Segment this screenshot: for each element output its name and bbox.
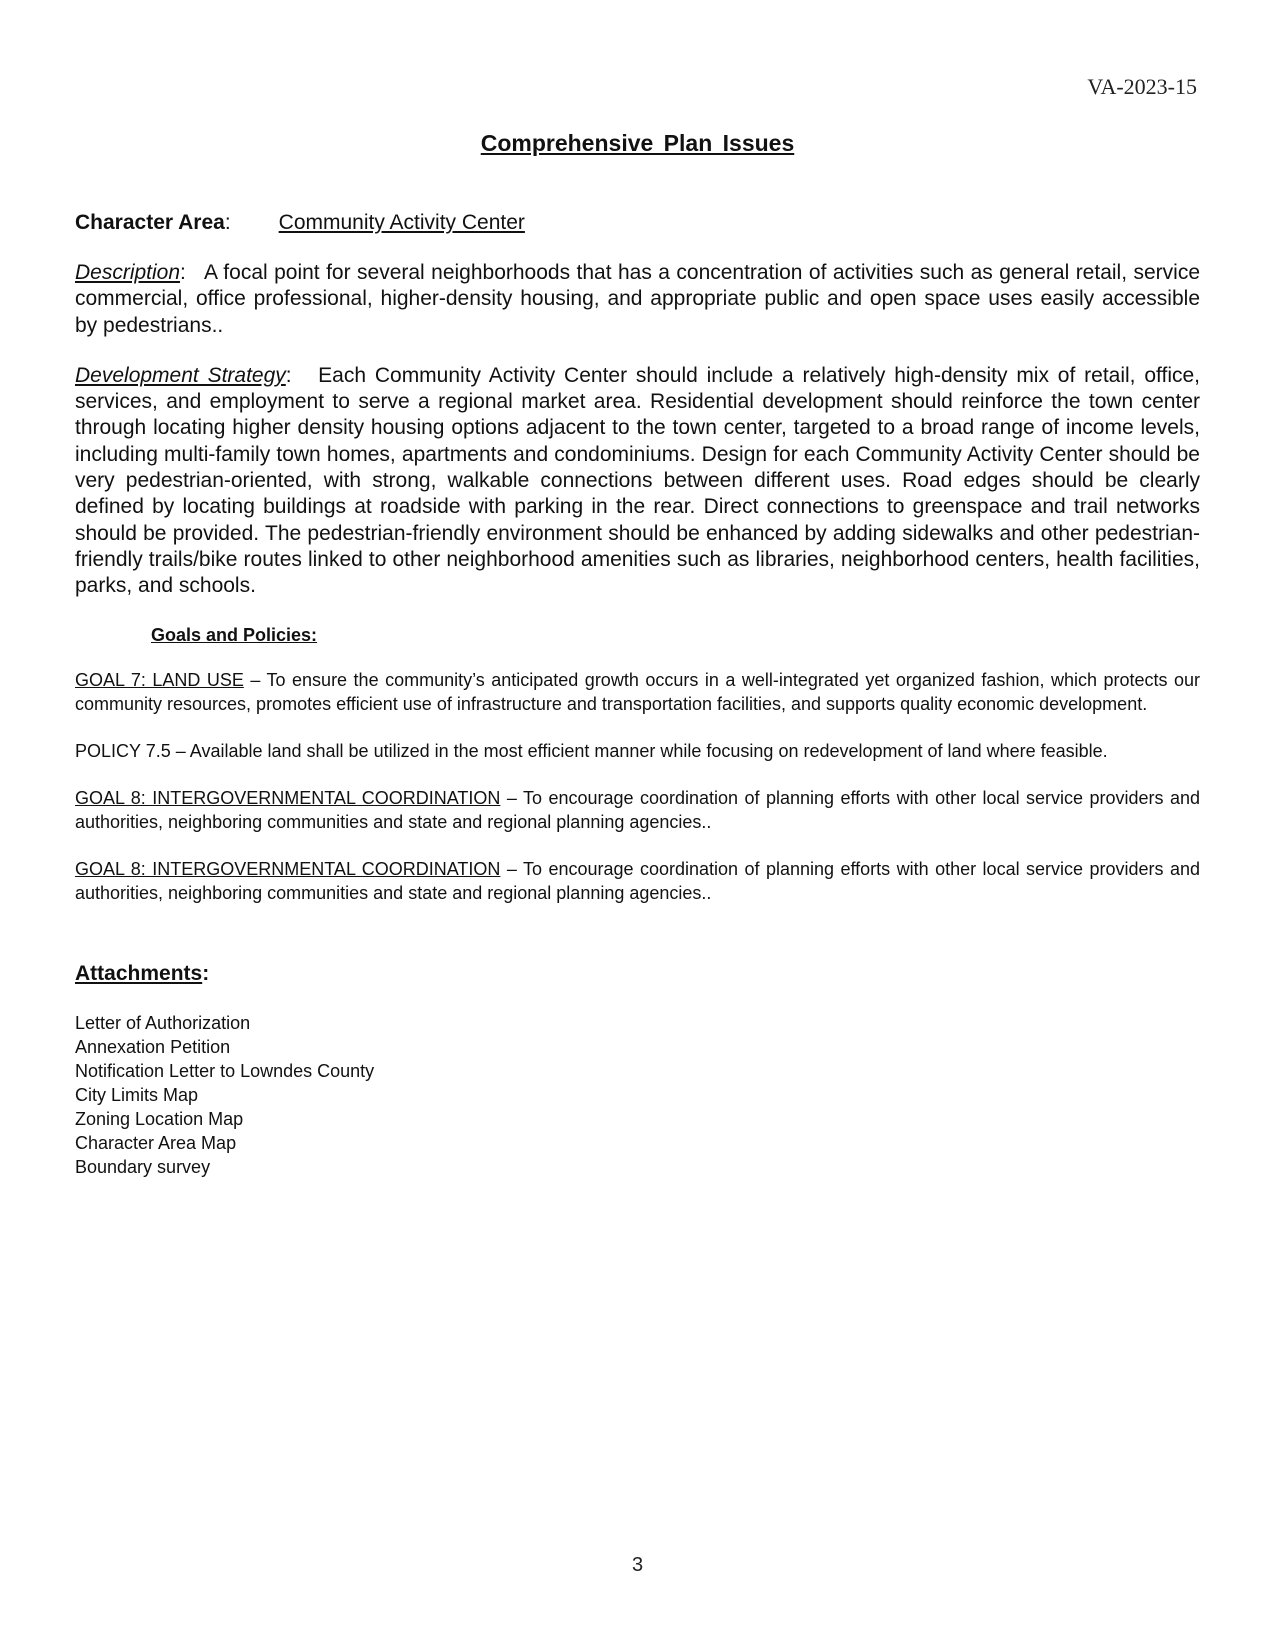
policy-title: POLICY 7.5 bbox=[75, 740, 171, 761]
goal-text: To encourage coordination of planning efforts with other local service providers and authorities, neighboring communities and state and regional planning agencies.. bbox=[75, 787, 1201, 832]
document-body bbox=[75, 210, 1200, 1179]
character-area-label: Character Area bbox=[75, 211, 225, 234]
goal-title: GOAL 7: LAND USE bbox=[75, 669, 244, 690]
list-item: Character Area Map bbox=[75, 1132, 237, 1153]
development-strategy-text: Each Community Activity Center should include a relatively high-density mix of retail, office, services, and employment to serve a regional market area. Residential development should reinforce the town center through locating higher density housing options adjacent to the town center, targeted to a broad range of income levels, including multi-family town homes, apartments and condominiums. Design for each Community Activity Center should be very pedestrian-oriented, with strong, walkable connections between different uses. Road edges should be clearly defined by locating buildings at roadside with parking in the rear. Direct connections to greenspace and trail networks should be provided. The pedestrian-friendly environment should be enhanced by adding sidewalks and other pedestrian-friendly trails/bike routes linked to other neighborhood amenities such as libraries, neighborhood centers, health facilities, parks, and schools. bbox=[75, 363, 1200, 598]
page-title: Comprehensive Plan Issues bbox=[480, 130, 795, 156]
description-text: A focal point for several neighborhoods that has a concentration of activities such as general retail, service commercial, office professional, higher-density housing, and appropriate public and open space uses easily accessible by pedestrians.. bbox=[75, 261, 1200, 337]
goals-heading: Goals and Policies: bbox=[151, 624, 318, 645]
policy-text: Available land shall be utilized in the most efficient manner while focusing on redevelopment of land where feasible. bbox=[189, 740, 1108, 761]
policy-paragraph: POLICY 7.5 – Available land shall be utilized in the most efficient manner while focusing on redevelopment of land where feasible. bbox=[75, 740, 1108, 761]
goal-paragraph: GOAL 7: LAND USE – To ensure the community’s anticipated growth occurs in a well-integrated yet organized fashion, which protects our community resources, promotes efficient use of infrastructure and transportation facilities, and supports quality economic development. bbox=[75, 669, 1200, 714]
attachments-heading: Attachments: bbox=[75, 961, 210, 985]
goal-paragraph: GOAL 8: INTERGOVERNMENTAL COORDINATION – To encourage coordination of planning efforts with other local service providers and authorities, neighboring communities and state and regional planning agencies.. bbox=[75, 787, 1201, 832]
attachments-heading-text: Attachments bbox=[75, 961, 203, 985]
list-item: Letter of Authorization bbox=[75, 1012, 251, 1033]
list-item: City Limits Map bbox=[75, 1084, 199, 1105]
development-strategy-paragraph: Development Strategy: Each Community Activity Center should include a relatively high-density mix of retail, office, services, and employment to serve a regional market area. Residential development should reinforce the town center through locating higher density housing options adjacent to the town center, targeted to a broad range of income levels, including multi-family town homes, apartments and condominiums. Design for each Community Activity Center should be very pedestrian-oriented, with strong, walkable connections between different uses. Road edges should be clearly defined by locating buildings at roadside with parking in the rear. Direct connections to greenspace and trail networks should be provided. The pedestrian-friendly environment should be enhanced by adding sidewalks and other pedestrian-friendly trails/bike routes linked to other neighborhood amenities such as libraries, neighborhood centers, health facilities, parks, and schools. bbox=[75, 363, 1200, 598]
goal-title: GOAL 8: INTERGOVERNMENTAL COORDINATION bbox=[75, 858, 501, 879]
character-area-value: Community Activity Center bbox=[278, 211, 525, 234]
list-item: Zoning Location Map bbox=[75, 1108, 244, 1129]
goal-paragraph: GOAL 8: INTERGOVERNMENTAL COORDINATION – To encourage coordination of planning efforts with other local service providers and authorities, neighboring communities and state and regional planning agencies.. bbox=[75, 858, 1201, 903]
list-item: Boundary survey bbox=[75, 1156, 211, 1177]
goal-text: To ensure the community’s anticipated growth occurs in a well-integrated yet organized fashion, which protects our community resources, promotes efficient use of infrastructure and transportation facilities, and supports quality economic development. bbox=[75, 669, 1200, 714]
description-label: Description bbox=[75, 261, 181, 284]
list-item: Annexation Petition bbox=[75, 1036, 231, 1057]
attachments-list bbox=[75, 1011, 1200, 1179]
character-area-line: Character Area: Community Activity Center bbox=[75, 211, 525, 234]
page-number: 3 bbox=[631, 1554, 644, 1576]
description-paragraph: Description: A focal point for several neighborhoods that has a concentration of activities such as general retail, service commercial, office professional, higher-density housing, and appropriate public and open space uses easily accessible by pedestrians.. bbox=[75, 261, 1200, 337]
goal-title: GOAL 8: INTERGOVERNMENTAL COORDINATION bbox=[75, 787, 501, 808]
case-id: VA-2023-15 bbox=[1087, 74, 1197, 99]
list-item: Notification Letter to Lowndes County bbox=[75, 1060, 375, 1081]
development-strategy-label: Development Strategy bbox=[75, 363, 286, 387]
goal-text: To encourage coordination of planning efforts with other local service providers and authorities, neighboring communities and state and regional planning agencies.. bbox=[75, 858, 1201, 903]
